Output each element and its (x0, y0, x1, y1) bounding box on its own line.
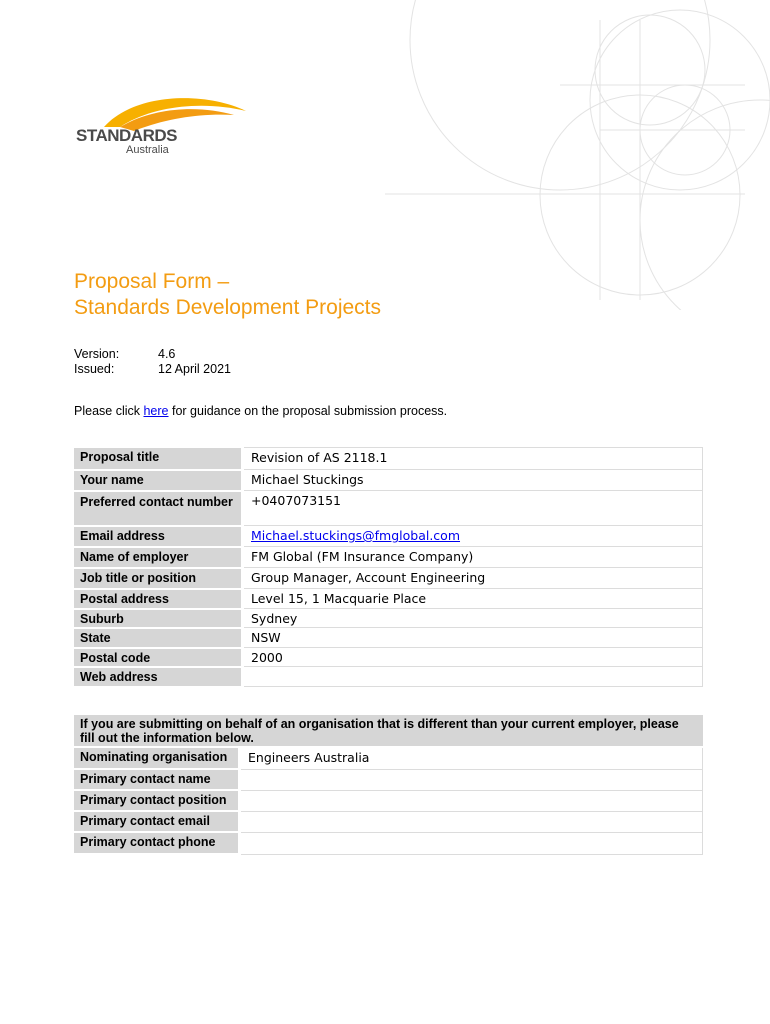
issued-row (74, 362, 231, 377)
issued-value: 12 April 2021 (158, 362, 231, 376)
postal-code-field[interactable]: 2000 (243, 648, 703, 667)
logo-subtext: Australia (126, 144, 169, 156)
field-label: Postal code (74, 648, 243, 667)
table-row (74, 747, 703, 769)
field-label: Postal address (74, 589, 243, 609)
contact-number-field[interactable]: +0407073151 (243, 491, 703, 526)
table-row (74, 491, 703, 526)
field-label: Name of employer (74, 547, 243, 568)
table-row (74, 715, 703, 747)
table-row (74, 790, 703, 811)
field-label: Nominating organisation (74, 747, 240, 769)
table-row (74, 470, 703, 491)
nominating-organisation-field[interactable]: Engineers Australia (240, 747, 703, 769)
table-row (74, 448, 703, 470)
table-row (74, 769, 703, 790)
suburb-field[interactable]: Sydney (243, 609, 703, 628)
field-label: Suburb (74, 609, 243, 628)
field-label: Job title or position (74, 568, 243, 589)
field-label: Web address (74, 667, 243, 687)
email-link[interactable]: Michael.stuckings@fmglobal.com (251, 528, 461, 543)
field-label: Primary contact email (74, 811, 240, 832)
web-address-field[interactable] (243, 667, 703, 687)
state-field[interactable]: NSW (243, 628, 703, 648)
primary-contact-position-field[interactable] (240, 790, 703, 811)
table-row (74, 568, 703, 589)
field-label: Preferred contact number (74, 491, 243, 526)
guidance-link[interactable]: here (143, 404, 169, 418)
table-row (74, 648, 703, 667)
guidance-after: for guidance on the proposal submission process. (168, 404, 448, 418)
table-row (74, 811, 703, 832)
title-line-2: Standards Development Projects (74, 296, 381, 319)
table-row (74, 526, 703, 547)
page-title (74, 269, 381, 321)
proposal-title-field[interactable]: Revision of AS 2118.1 (243, 448, 703, 470)
nominating-organisation-table (74, 715, 703, 855)
field-label: Your name (74, 470, 243, 491)
employer-field[interactable]: FM Global (FM Insurance Company) (243, 547, 703, 568)
logo-text: STANDARDS (76, 126, 177, 145)
email-field[interactable] (243, 526, 703, 547)
table-row (74, 609, 703, 628)
field-label: Primary contact position (74, 790, 240, 811)
field-label: Primary contact phone (74, 832, 240, 854)
your-name-field[interactable]: Michael Stuckings (243, 470, 703, 491)
job-title-field[interactable]: Group Manager, Account Engineering (243, 568, 703, 589)
primary-contact-name-field[interactable] (240, 769, 703, 790)
field-label: Proposal title (74, 448, 243, 470)
primary-contact-email-field[interactable] (240, 811, 703, 832)
issued-label: Issued: (74, 362, 115, 376)
table-row (74, 589, 703, 609)
title-line-1: Proposal Form – (74, 270, 230, 293)
postal-address-field[interactable]: Level 15, 1 Macquarie Place (243, 589, 703, 609)
table-row (74, 832, 703, 854)
field-label: Email address (74, 526, 243, 547)
field-label: State (74, 628, 243, 648)
guidance-text (74, 404, 447, 418)
standards-australia-logo (74, 93, 254, 163)
table-row (74, 547, 703, 568)
table-row (74, 667, 703, 687)
version-label: Version: (74, 347, 120, 361)
table-row (74, 628, 703, 648)
primary-contact-phone-field[interactable] (240, 832, 703, 854)
version-value: 4.6 (158, 347, 176, 361)
field-label: Primary contact name (74, 769, 240, 790)
document-meta (74, 347, 231, 377)
guidance-before: Please click (74, 404, 144, 418)
section-header: If you are submitting on behalf of an organisation that is different than your current employer, please fill out the information below. (74, 715, 703, 747)
proposer-details-table (74, 447, 703, 688)
version-row (74, 347, 231, 362)
